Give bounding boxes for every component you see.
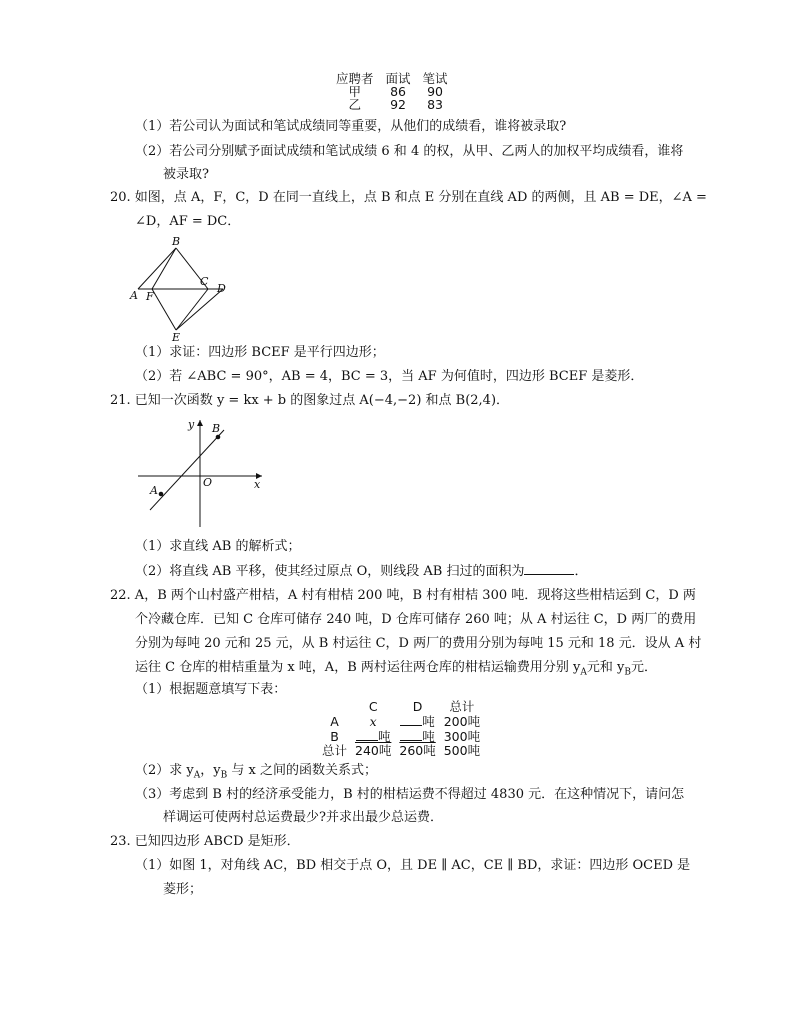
q21-part1: （1）求直线 AB 的解析式； xyxy=(135,539,301,554)
q19-part1: （1）若公司认为面试和笔试成绩同等重要，从他们的成绩看，谁将被录取? xyxy=(135,119,567,134)
fill-blank[interactable] xyxy=(400,729,422,741)
cell: 86 xyxy=(390,84,406,99)
unit: 吨 xyxy=(422,729,435,744)
q22-part2 xyxy=(135,762,377,785)
q22-stem-4 xyxy=(135,659,657,682)
cell: 500吨 xyxy=(443,743,481,758)
cell: 乙 xyxy=(348,97,362,112)
cell: C xyxy=(368,699,378,714)
subscript: B xyxy=(220,770,228,781)
cell: 甲 xyxy=(348,84,362,99)
q19-part2-cont: 被录取? xyxy=(163,167,209,182)
cell xyxy=(318,700,351,714)
label-d: D xyxy=(217,282,226,295)
cell: 总计 xyxy=(449,699,475,714)
cell: 总计 xyxy=(322,743,348,758)
subscript: A xyxy=(580,667,587,678)
q20-part2: （2）若 ∠ABC = 90°，AB = 4，BC = 3，当 AF 为何值时，四边形 BCEF 是菱形． xyxy=(135,369,644,384)
q22-part1: （1）根据题意填写下表： xyxy=(135,682,287,697)
cell: 90 xyxy=(427,84,443,99)
cell: A xyxy=(330,713,339,729)
q22-part3: （3）考虑到 B 村的经济承受能力，B 村的柑桔运费不得超过 4830 元．在这种情况下，请问怎 xyxy=(135,787,685,802)
fill-blank[interactable] xyxy=(400,714,422,726)
q20-figure xyxy=(128,234,238,344)
cell: D xyxy=(412,699,423,714)
text: （2）求 y xyxy=(135,763,194,778)
label-x: x xyxy=(254,478,261,491)
q21-part2 xyxy=(135,562,588,581)
cell: 83 xyxy=(427,97,443,112)
unit: 吨 xyxy=(422,714,435,729)
q20-stem: 20. 如图，点 A，F，C，D 在同一直线上，点 B 和点 E 分别在直线 AD 的两侧，且 AB = DE，∠A = xyxy=(110,190,707,205)
q20-stem-cont: ∠D，AF = DC． xyxy=(135,214,241,229)
cell: B xyxy=(330,728,339,744)
text: 元和 y xyxy=(586,660,625,675)
q21-part2-end: ． xyxy=(574,564,588,579)
text: 运往 C 仓库的柑桔重量为 x 吨，A，B 两村运往两仓库的柑桔运输费用分别 y xyxy=(135,660,581,675)
cell: x xyxy=(369,713,377,729)
fill-blank[interactable] xyxy=(356,729,378,741)
label-c: C xyxy=(200,275,209,288)
label-b: B xyxy=(172,235,181,248)
q21-part2-text: （2）将直线 AB 平移，使其经过原点 O，则线段 AB 扫过的面积为 xyxy=(135,564,525,579)
cell: 260吨 xyxy=(399,743,436,758)
table-row xyxy=(318,729,484,744)
text: ，y xyxy=(200,763,221,778)
q23-part1: （1）如图 1，对角线 AC，BD 相交于点 O，且 DE ∥ AC，CE ∥ BD，求证：四边形 OCED 是 xyxy=(135,858,691,873)
table-row xyxy=(318,744,484,758)
score-table xyxy=(330,72,454,111)
label-a: A xyxy=(130,289,138,302)
label-a: A xyxy=(150,484,158,497)
answer-blank[interactable] xyxy=(524,562,574,575)
q22-stem-1: 22. A，B 两个山村盛产柑桔，A 村有柑桔 200 吨，B 村有柑桔 300 吨．现将这些柑桔运到 C，D 两 xyxy=(110,588,696,603)
text: 元． xyxy=(630,660,657,675)
q21-figure xyxy=(132,412,272,530)
label-f: F xyxy=(146,290,154,303)
cell xyxy=(395,714,439,729)
cell: 92 xyxy=(390,97,406,112)
label-o: O xyxy=(203,476,213,489)
shipping-table xyxy=(318,700,484,758)
unit: 吨 xyxy=(377,729,391,744)
q20-part1: （1）求证：四边形 BCEF 是平行四边形； xyxy=(135,345,385,360)
subscript: A xyxy=(193,770,201,781)
label-b: B xyxy=(212,422,221,435)
q19-part2: （2）若公司分别赋予面试成绩和笔试成绩 6 和 4 的权，从甲、乙两人的加权平均成绩看，谁将 xyxy=(135,144,684,159)
text: 与 x 之间的函数关系式； xyxy=(227,763,377,778)
table-row xyxy=(330,98,454,111)
q22-stem-3: 分别为每吨 20 元和 25 元，从 B 村运往 C，D 两厂的费用分别为每吨 15 元和 18 元．设从 A 村 xyxy=(135,636,702,651)
q22-part3-cont: 样调运可使两村总运费最少?并求出最少总运费． xyxy=(163,810,443,825)
q22-stem-2: 个冷藏仓库．已知 C 仓库可储存 240 吨，D 仓库可储存 260 吨；从 A 村运往 C，D 两厂的费用 xyxy=(135,612,697,627)
label-y: y xyxy=(188,418,195,431)
cell: 300吨 xyxy=(443,728,481,744)
cell xyxy=(351,729,395,744)
subscript: B xyxy=(624,667,631,678)
cell xyxy=(395,729,439,744)
header-written: 笔试 xyxy=(422,71,448,86)
header-applicant: 应聘者 xyxy=(336,71,374,86)
cell: 240吨 xyxy=(355,743,392,758)
label-e: E xyxy=(172,331,181,344)
header-interview: 面试 xyxy=(385,71,411,86)
q23-part1-cont: 菱形； xyxy=(163,882,203,897)
cell: 200吨 xyxy=(443,713,481,729)
table-row xyxy=(318,714,484,729)
q23-stem: 23. 已知四边形 ABCD 是矩形． xyxy=(110,834,300,849)
q21-stem: 21. 已知一次函数 y = kx + b 的图象过点 A(−4,−2) 和点 B(2,4)． xyxy=(110,393,510,408)
